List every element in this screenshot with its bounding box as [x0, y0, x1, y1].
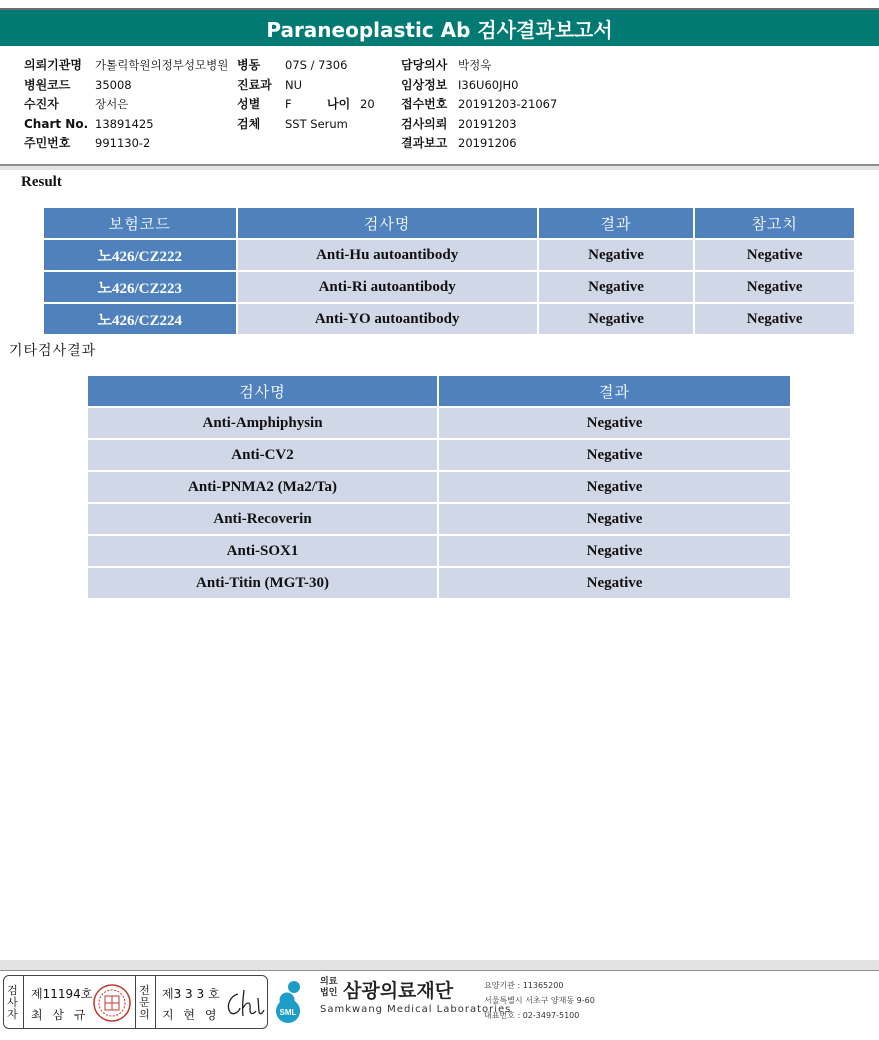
label-char: 의 — [139, 1008, 150, 1021]
reference-cell: Negative — [694, 303, 855, 335]
result-cell: Negative — [538, 271, 695, 303]
test-name-cell: Anti-SOX1 — [87, 535, 438, 567]
label-char: 문 — [139, 996, 150, 1009]
info-row — [24, 95, 228, 115]
test-name-cell: Anti-PNMA2 (Ma2/Ta) — [87, 471, 438, 503]
signature-icon — [222, 986, 266, 1020]
org-type — [320, 977, 337, 999]
info-label: 성별 — [237, 97, 261, 111]
info-value: 13891425 — [95, 116, 154, 131]
info-value: 박정욱 — [458, 58, 492, 72]
patient-info-right — [401, 56, 557, 154]
age-label: 나이 — [327, 97, 351, 111]
table-header-row — [87, 375, 791, 407]
reference-cell: Negative — [694, 239, 855, 271]
seal-icon — [92, 983, 132, 1023]
info-value: 20191203 — [458, 116, 517, 131]
result-cell: Negative — [438, 567, 791, 599]
info-row — [401, 134, 557, 154]
column-header: 결과 — [438, 375, 791, 407]
result-cell: Negative — [538, 303, 695, 335]
test-name-cell: Anti-Recoverin — [87, 503, 438, 535]
specialist-name: 지 현 영 — [162, 1008, 220, 1022]
column-header: 결과 — [538, 207, 695, 239]
age-value: 20 — [360, 97, 375, 111]
sml-logo-icon — [272, 978, 316, 1024]
column-header: 참고치 — [694, 207, 855, 239]
result-cell: Negative — [538, 239, 695, 271]
info-label: 담당의사 — [401, 58, 448, 72]
info-value: 991130-2 — [95, 136, 151, 150]
org-type-line: 의료 — [320, 977, 338, 987]
column-header: 검사명 — [237, 207, 538, 239]
result-cell: Negative — [438, 535, 791, 567]
info-row — [401, 115, 557, 135]
info-label: 접수번호 — [401, 97, 448, 111]
info-label: 임상정보 — [401, 77, 448, 92]
other-results-heading: 기타검사결과 — [9, 343, 97, 359]
info-row — [237, 56, 348, 76]
table-row — [87, 407, 791, 439]
info-label: 병동 — [237, 58, 261, 72]
org-english-name: Samkwang Medical Laboratories — [320, 1004, 512, 1015]
divider — [155, 976, 156, 1028]
info-row — [237, 95, 375, 115]
table-header-row — [43, 207, 855, 239]
info-value: NU — [285, 77, 303, 92]
info-value: 07S / 7306 — [285, 58, 348, 72]
label-char: 전 — [139, 984, 150, 997]
info-label: 의뢰기관명 — [24, 58, 82, 72]
result-cell: Negative — [438, 503, 791, 535]
test-name-cell: Anti-CV2 — [87, 439, 438, 471]
examiner-label — [6, 985, 19, 1021]
org-type-line: 법인 — [320, 988, 338, 998]
signature-box — [3, 975, 268, 1029]
footer-divider — [0, 970, 879, 971]
info-label: 검체 — [237, 116, 261, 131]
examiner-license-no: 제11194호 — [31, 987, 93, 1001]
divider — [23, 976, 24, 1028]
header-divider-shade — [0, 166, 879, 170]
info-label: 진료과 — [237, 77, 272, 92]
info-row — [401, 56, 557, 76]
info-label: 수진자 — [24, 97, 59, 111]
insurance-code-cell: 노426/CZ223 — [43, 271, 237, 303]
contact-line: 요양기관 : 11365200 — [484, 981, 564, 990]
info-value: 장서은 — [95, 97, 129, 111]
report-title-bar — [0, 8, 879, 46]
label-char: 자 — [7, 1008, 18, 1021]
info-label: Chart No. — [24, 116, 89, 131]
examiner-name: 최 삼 규 — [31, 1008, 89, 1022]
specialist-license-no: 제3 3 3 호 — [162, 987, 220, 1001]
table-row — [87, 567, 791, 599]
info-row — [401, 95, 557, 115]
other-results-table — [86, 374, 792, 600]
info-label: 병원코드 — [24, 77, 71, 92]
result-table — [42, 206, 856, 336]
table-row — [87, 471, 791, 503]
insurance-code-cell: 노426/CZ222 — [43, 239, 237, 271]
info-value: F — [285, 97, 292, 111]
patient-info-left — [24, 56, 228, 154]
test-name-cell: Anti-Hu autoantibody — [237, 239, 538, 271]
contact-line: 대표번호 : 02-3497-5100 — [484, 1011, 580, 1020]
info-row — [24, 56, 228, 76]
info-label: 검사의뢰 — [401, 116, 448, 131]
info-row — [401, 76, 557, 96]
info-row — [237, 76, 348, 96]
contact-line: 서울특별시 서초구 양재동 9-60 — [484, 996, 595, 1005]
column-header: 검사명 — [87, 375, 438, 407]
specialist-label — [138, 985, 151, 1021]
label-char: 검 — [7, 984, 18, 997]
org-name: 삼광의료재단 — [343, 980, 454, 1002]
logo-abbr: SML — [279, 1008, 297, 1017]
label-char: 사 — [7, 996, 18, 1009]
table-row — [87, 439, 791, 471]
test-name-cell: Anti-Titin (MGT-30) — [87, 567, 438, 599]
info-row — [24, 76, 228, 96]
info-value: SST Serum — [285, 116, 348, 131]
divider — [135, 976, 136, 1028]
test-name-cell: Anti-YO autoantibody — [237, 303, 538, 335]
info-label: 결과보고 — [401, 136, 448, 150]
patient-info-middle — [237, 56, 375, 134]
result-cell: Negative — [438, 439, 791, 471]
info-label: 주민번호 — [24, 136, 71, 150]
report-title: Paraneoplastic Ab 검사결과보고서 — [266, 17, 613, 42]
info-row — [237, 115, 348, 135]
table-row — [43, 303, 855, 335]
column-header: 보험코드 — [43, 207, 237, 239]
info-value: 35008 — [95, 77, 132, 92]
reference-cell: Negative — [694, 271, 855, 303]
table-row — [87, 503, 791, 535]
table-row — [43, 271, 855, 303]
result-cell: Negative — [438, 407, 791, 439]
info-value: 20191206 — [458, 136, 517, 150]
info-value: I36U60JH0 — [458, 77, 519, 92]
result-heading: Result — [21, 174, 62, 190]
table-row — [87, 535, 791, 567]
result-cell: Negative — [438, 471, 791, 503]
info-row — [24, 134, 228, 154]
info-value: 가톨릭학원의정부성모병원 — [95, 58, 229, 72]
test-name-cell: Anti-Ri autoantibody — [237, 271, 538, 303]
test-name-cell: Anti-Amphiphysin — [87, 407, 438, 439]
footer-divider-shade — [0, 960, 879, 970]
info-value: 20191203-21067 — [458, 97, 558, 111]
insurance-code-cell: 노426/CZ224 — [43, 303, 237, 335]
info-row — [24, 115, 228, 135]
table-row — [43, 239, 855, 271]
